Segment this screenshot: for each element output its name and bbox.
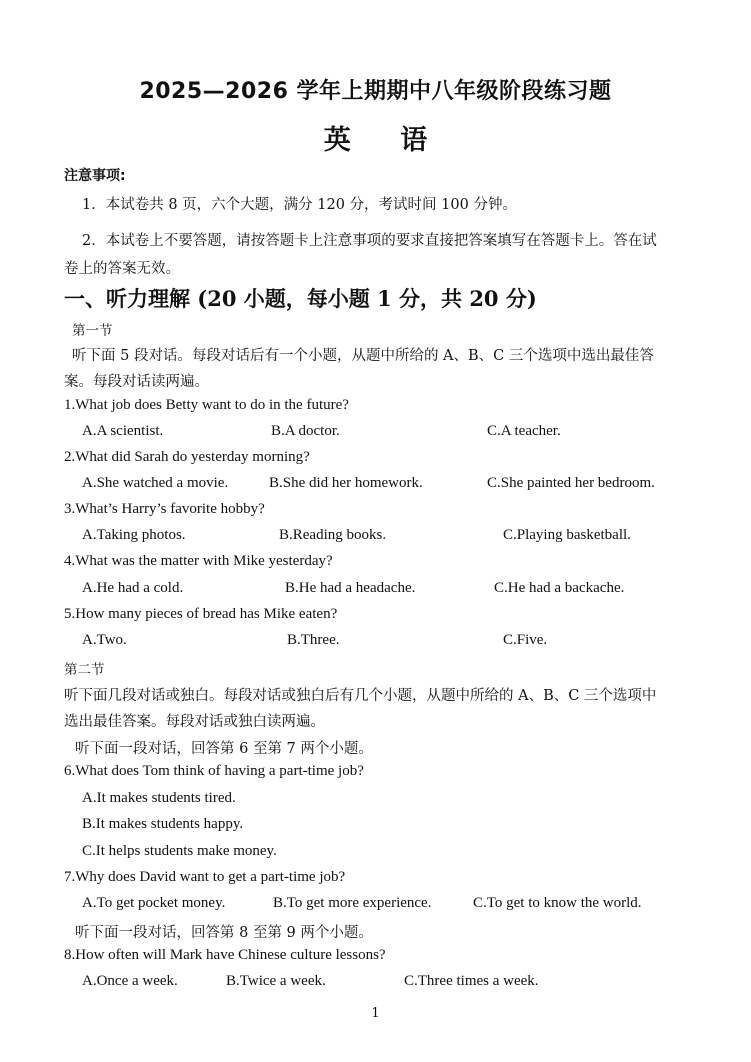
question-1: 1.What job does Betty want to do in the future? — [64, 397, 349, 413]
q8-option-b: B.Twice a week. — [226, 973, 326, 989]
q4-option-a: A.He had a cold. — [82, 580, 184, 596]
part2-instruction-2: 选出最佳答案。每段对话或独白读两遍。 — [64, 714, 325, 730]
part2-sub-instruction-1: 听下面一段对话，回答第 6 至第 7 两个小题。 — [75, 741, 373, 757]
q6-option-c: C.It helps students make money. — [82, 843, 277, 859]
page-number: 1 — [371, 1006, 380, 1021]
question-7: 7.Why does David want to get a part-time job? — [64, 869, 346, 885]
q8-option-c: C.Three times a week. — [404, 973, 539, 989]
q5-option-c: C.Five. — [503, 632, 548, 648]
part1-instruction-1: 听下面 5 段对话。每段对话后有一个小题，从题中所给的 A、B、C 三个选项中选出最佳答 — [72, 348, 654, 364]
q3-option-b: B.Reading books. — [279, 527, 387, 543]
notice-item-2-cont: 卷上的答案无效。 — [64, 261, 180, 277]
q5-option-a: A.Two. — [82, 632, 127, 648]
q2-option-b: B.She did her homework. — [269, 475, 423, 491]
q1-option-c: C.A teacher. — [487, 423, 561, 439]
q3-option-a: A.Taking photos. — [82, 527, 186, 543]
question-8: 8.How often will Mark have Chinese culture lessons? — [64, 947, 386, 963]
notice-item-2: 2．本试卷上不要答题，请按答题卡上注意事项的要求直接把答案填写在答题卡上。答在试 — [82, 233, 657, 249]
question-3: 3.What’s Harry’s favorite hobby? — [64, 501, 265, 517]
notice-item-1: 1．本试卷共 8 页，六个大题，满分 120 分，考试时间 100 分钟。 — [82, 197, 517, 213]
q6-option-b: B.It makes students happy. — [82, 816, 244, 832]
q7-option-c: C.To get to know the world. — [473, 895, 642, 911]
q4-option-b: B.He had a headache. — [285, 580, 416, 596]
question-4: 4.What was the matter with Mike yesterday? — [64, 553, 333, 569]
question-5: 5.How many pieces of bread has Mike eaten? — [64, 606, 338, 622]
question-6: 6.What does Tom think of having a part-time job? — [64, 763, 364, 779]
exam-title: 2025—2026 学年上期期中八年级阶段练习题 — [139, 79, 612, 104]
notice-heading: 注意事项: — [64, 168, 126, 184]
q7-option-a: A.To get pocket money. — [82, 895, 226, 911]
question-2: 2.What did Sarah do yesterday morning? — [64, 449, 310, 465]
q8-option-a: A.Once a week. — [82, 973, 178, 989]
part1-instruction-2: 案。每段对话读两遍。 — [64, 374, 209, 390]
section-title-listening: 一、听力理解 (20 小题，每小题 1 分，共 20 分) — [64, 286, 537, 311]
q1-option-b: B.A doctor. — [271, 423, 340, 439]
part2-label: 第二节 — [64, 662, 105, 678]
part2-instruction-1: 听下面几段对话或独白。每段对话或独白后有几个小题，从题中所给的 A、B、C 三个选项中 — [64, 688, 657, 704]
q2-option-a: A.She watched a movie. — [82, 475, 229, 491]
q1-option-a: A.A scientist. — [82, 423, 164, 439]
part1-label: 第一节 — [72, 323, 113, 339]
q6-option-a: A.It makes students tired. — [82, 790, 236, 806]
q3-option-c: C.Playing basketball. — [503, 527, 631, 543]
part2-sub-instruction-2: 听下面一段对话，回答第 8 至第 9 两个小题。 — [75, 925, 373, 941]
q7-option-b: B.To get more experience. — [273, 895, 432, 911]
q4-option-c: C.He had a backache. — [494, 580, 625, 596]
subject-title: 英 语 — [323, 125, 428, 156]
q5-option-b: B.Three. — [287, 632, 340, 648]
q2-option-c: C.She painted her bedroom. — [487, 475, 655, 491]
